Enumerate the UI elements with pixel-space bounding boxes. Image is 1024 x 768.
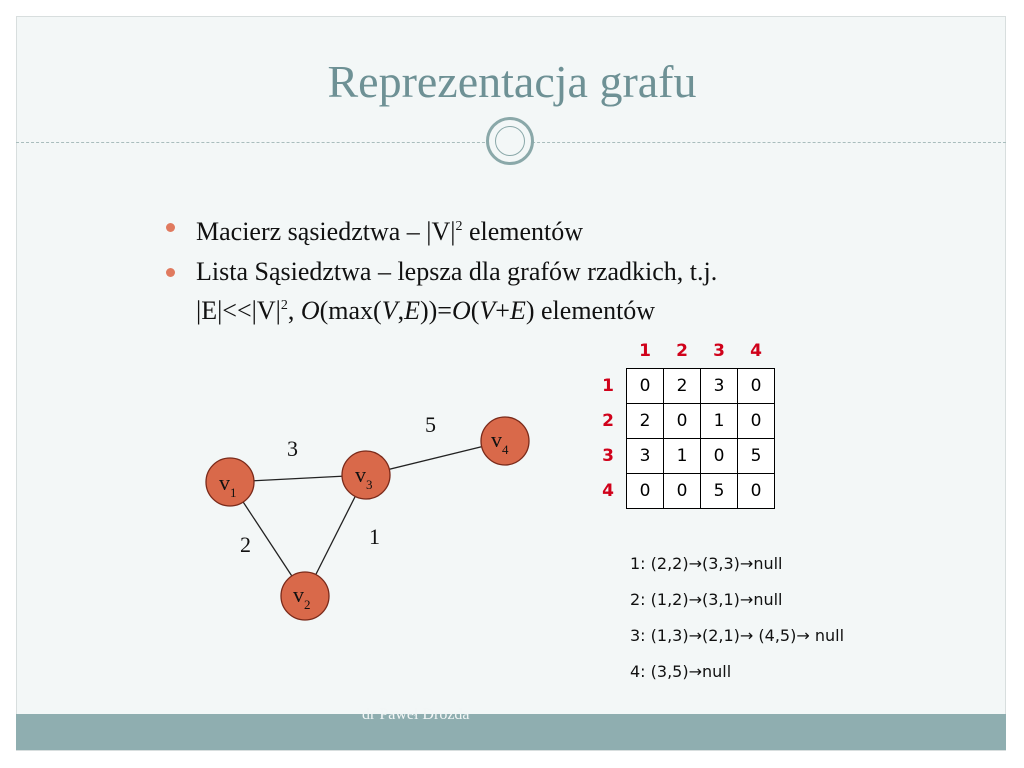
svg-text:v2: $v_2$	[293, 582, 311, 612]
matrix-col-header: 1	[639, 341, 651, 361]
matrix-cell: 0	[627, 474, 664, 509]
matrix-cell: 0	[738, 369, 775, 404]
matrix-cell: 0	[738, 474, 775, 509]
footer-bar	[16, 714, 1006, 750]
matrix-cell: 0	[664, 474, 701, 509]
edge-weight-v1-v2: 2	[240, 532, 251, 557]
matrix-col-header: 3	[713, 341, 725, 361]
adjacency-lists	[630, 552, 844, 696]
matrix-col-header: 4	[750, 341, 762, 361]
adjacency-list-item: 3: (1,3)→(2,1)→ (4,5)→ null	[630, 626, 845, 645]
matrix-header-row	[590, 334, 775, 369]
bullet-text: Macierz sąsiedztwa – |V|	[196, 217, 456, 246]
footer-author: dr Paweł Drozda	[362, 706, 470, 723]
adjacency-list-item: 1: (2,2)→(3,3)→null	[630, 554, 783, 573]
matrix-row-header: 1	[602, 376, 614, 396]
matrix-cell: 3	[701, 369, 738, 404]
matrix-cell: 1	[664, 439, 701, 474]
matrix-cell: 2	[664, 369, 701, 404]
matrix-row	[590, 474, 775, 509]
matrix-col-header: 2	[676, 341, 688, 361]
matrix-cell: 5	[701, 474, 738, 509]
matrix-row	[590, 369, 775, 404]
matrix-row-header: 4	[602, 481, 614, 501]
bullet-text-line2: $|E|<<|V|^2$, O(max(V,E))=O(V+E) elementów	[196, 296, 656, 325]
matrix-cell: 5	[738, 439, 775, 474]
superscript: 2	[455, 219, 463, 234]
matrix-cell: 0	[664, 404, 701, 439]
matrix-cell: 0	[738, 404, 775, 439]
svg-text:v3: $v_3$	[355, 462, 373, 492]
matrix-cell: 0	[627, 369, 664, 404]
matrix-row	[590, 439, 775, 474]
node-v3	[342, 451, 390, 499]
matrix-cell: 3	[627, 439, 664, 474]
edge-weight-v3-v4: 5	[425, 412, 436, 437]
matrix-row	[590, 404, 775, 439]
adjacency-list-item: 2: (1,2)→(3,1)→null	[630, 590, 783, 609]
node-v2	[281, 572, 329, 620]
matrix-cell: 2	[627, 404, 664, 439]
matrix-row-header: 2	[602, 411, 614, 431]
bullet-text-tail: elementów	[462, 217, 584, 246]
matrix-row-header: 3	[602, 446, 614, 466]
matrix-corner	[590, 334, 627, 369]
node-v1	[206, 458, 254, 506]
matrix-cell: 0	[701, 439, 738, 474]
svg-text:v1: $v_1$	[219, 470, 237, 500]
edge-weight-v2-v3: 1	[369, 524, 380, 549]
bullet-text-line1: Lista Sąsiedztwa – lepsza dla grafów rzadkich, t.j.	[196, 257, 718, 286]
svg-text:v4: $v_4$	[491, 427, 509, 457]
node-v4	[481, 417, 529, 465]
edge-weight-v1-v3: 3	[287, 436, 298, 461]
slide-title: Reprezentacja grafu	[327, 56, 697, 107]
matrix-cell: 1	[701, 404, 738, 439]
adjacency-list-item: 4: (3,5)→null	[630, 662, 732, 681]
adjacency-matrix	[590, 334, 775, 509]
